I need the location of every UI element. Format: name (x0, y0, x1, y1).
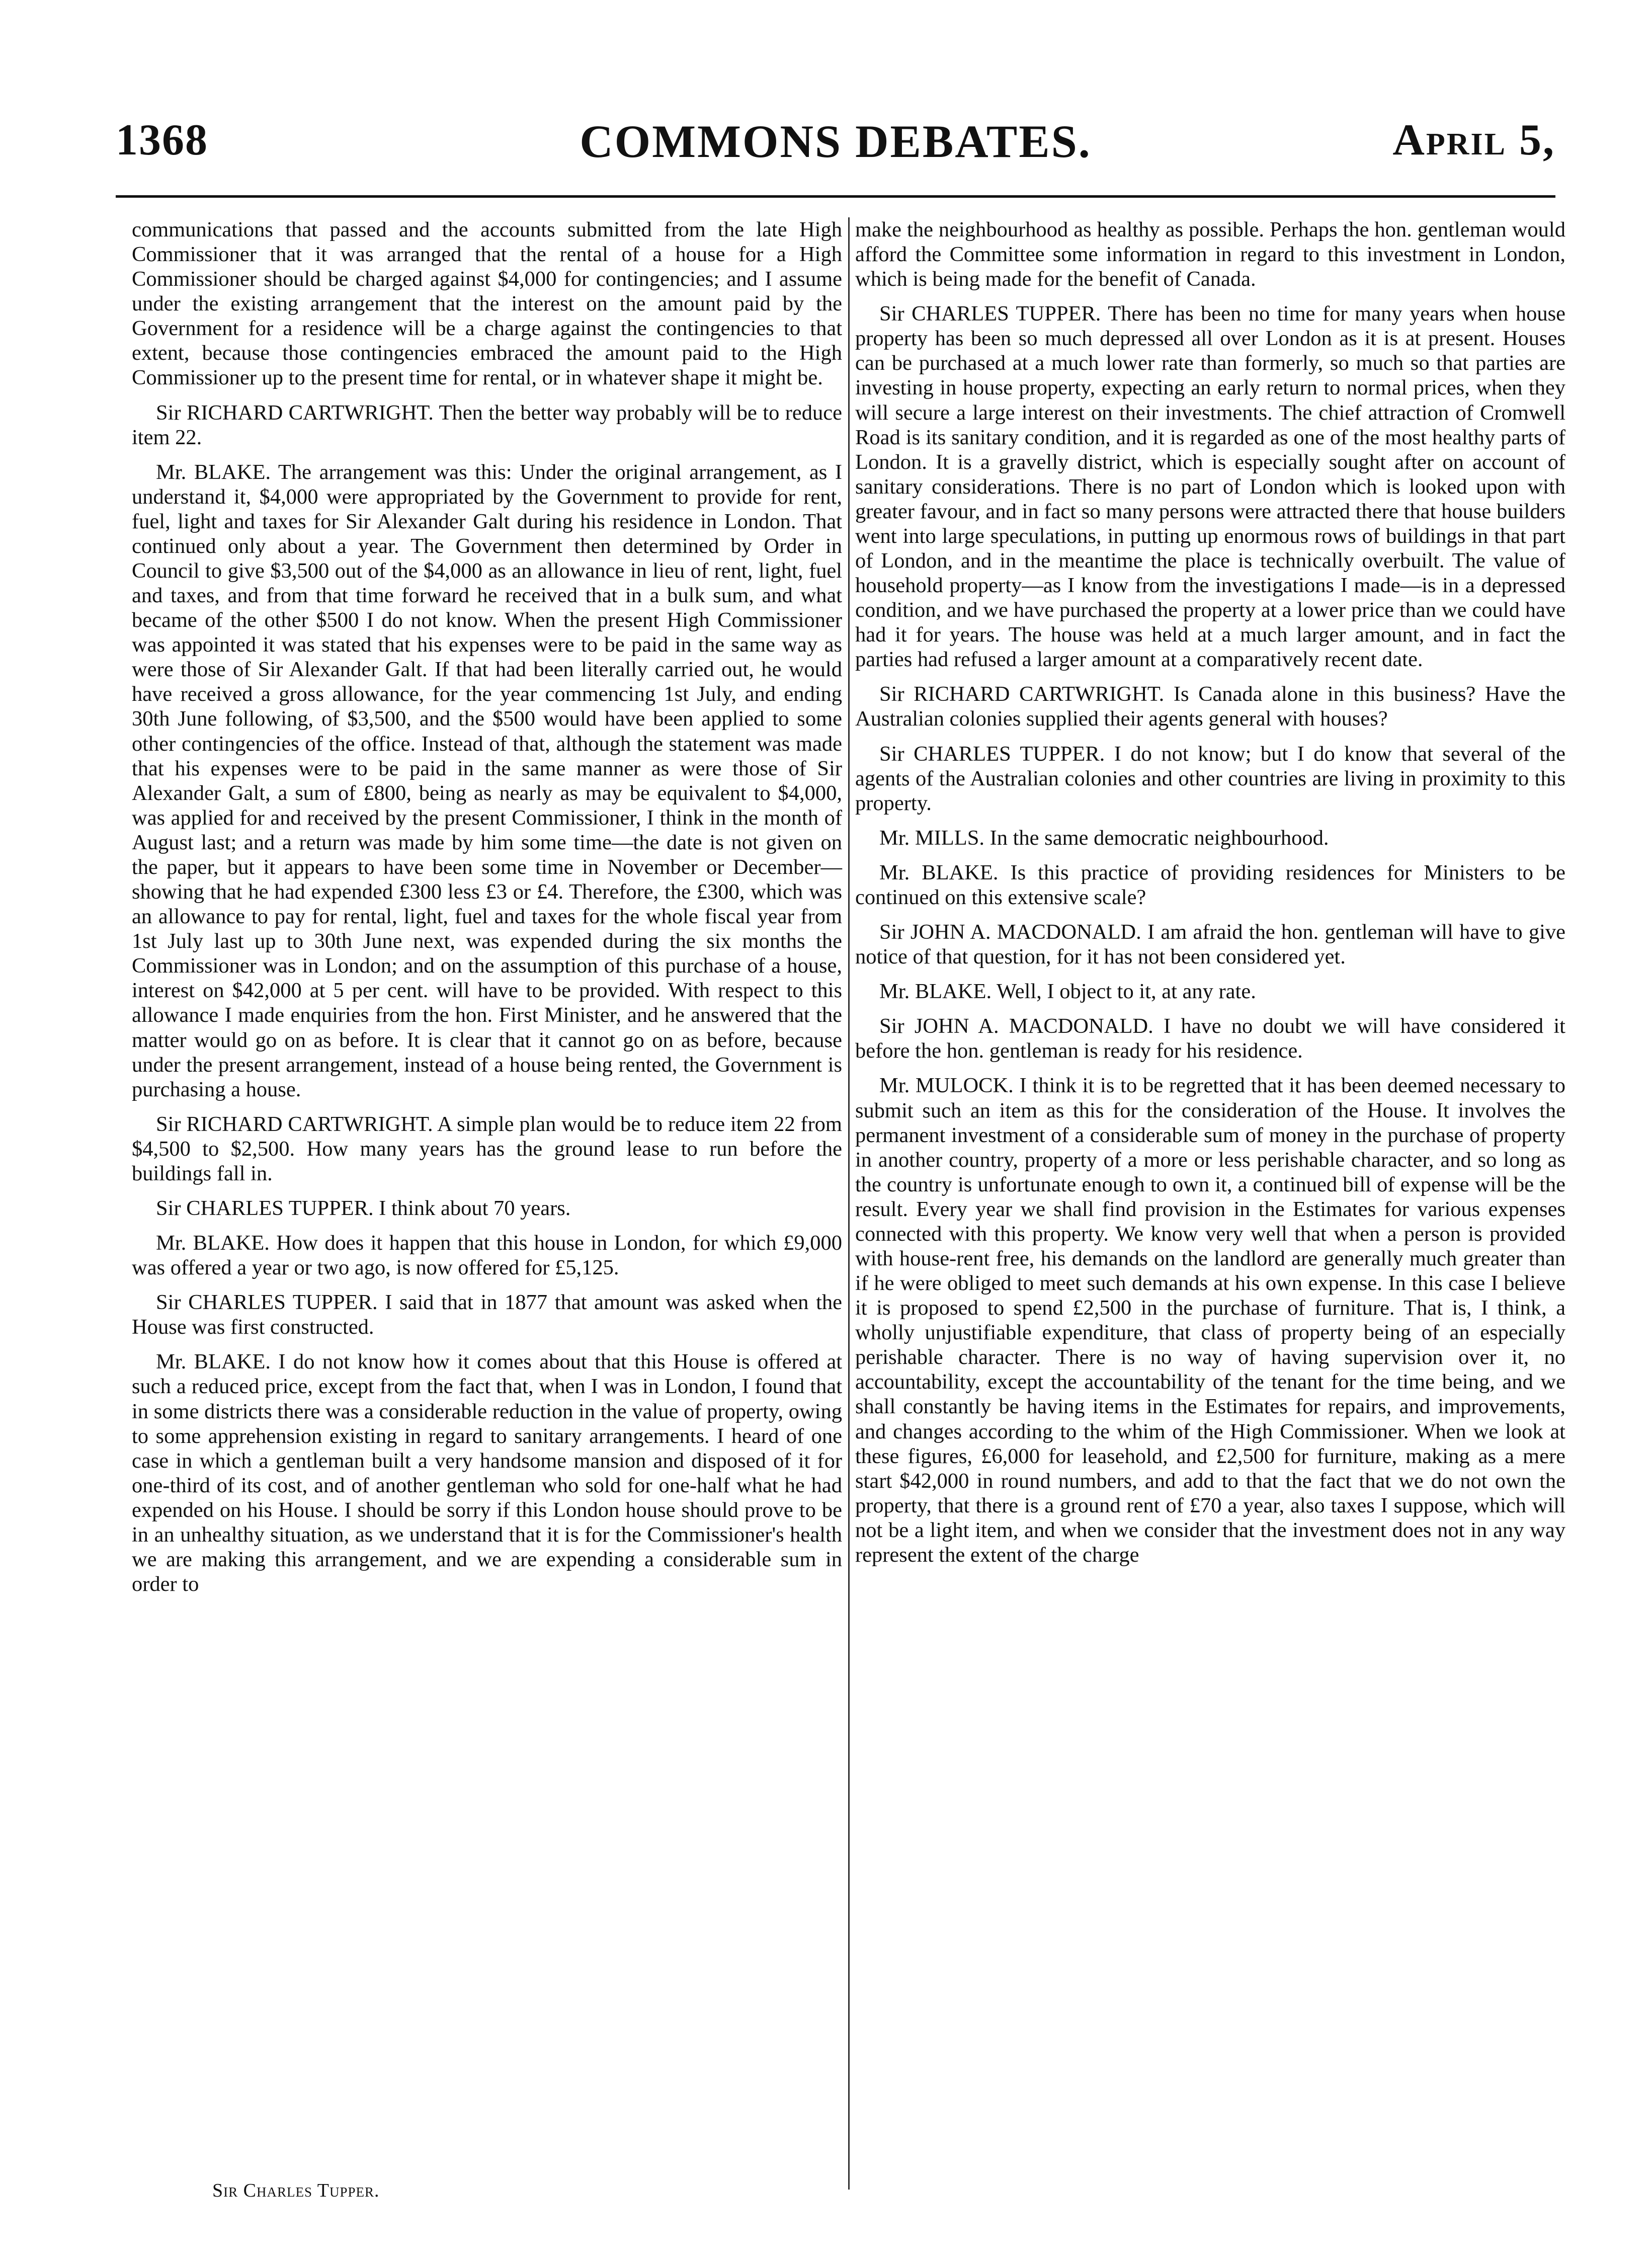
left-paragraph-6: Mr. BLAKE. How does it happen that this house in London, for which £9,000 was offered a year or two ago, is now offered for £5,125. (132, 1231, 842, 1280)
header-rule (116, 195, 1555, 198)
left-paragraph-3: Mr. BLAKE. The arrangement was this: Under the original arrangement, as I understand it, $4,000 were appropriated by the Government to provide for rent, fuel, light and taxes for Sir Alexander Galt during his residence in London. That continued only about a year. The Government then determined by Order in Council to give $3,500 out of the $4,000 as an allowance in lieu of rent, light, fuel and taxes, and from that time forward he received that in a bulk sum, and what became of the other $500 I do not know. When the present High Commissioner was appointed it was stated that his expenses were to be paid in the same way as were those of Sir Alexander Galt. If that had been literally carried out, he would have received a gross allowance, for the year commencing 1st July, and ending 30th June following, of $3,500, and the $500 would have been applied to some other contingencies of the office. Instead of that, although the statement was made that his expenses were to be paid in the same manner as were those of Sir Alexander Galt, a sum of £800, being as nearly as may be equivalent to $4,000, was applied for and received by the present Commissioner, I think in the month of August last; and a return was made by him some time—the date is not given on the paper, but it appears to have been some time in November or December—showing that he had expended £300 less £3 or £4. Therefore, the £300, which was an allowance to pay for rental, light, fuel and taxes for the whole fiscal year from 1st July last up to 30th June next, was expended during the six months the Commissioner was in London; and on the assumption of this purchase of a house, interest on $42,000 at 5 per cent. will have to be provided. With respect to this allowance I made enquiries from the hon. First Minister, and he answered that the matter would go on as before. It is clear that it cannot go on as before, because under the present arrangement, instead of a house being rented, the Government is purchasing a house. (132, 460, 842, 1101)
left-paragraph-1: communications that passed and the accounts submitted from the late High Commissioner that it was arranged that the rental of a house for a High Commissioner should be charged against $4,000 for contingencies; and I assume under the existing arrangement that the interest on the amount paid by the Government for a residence will be a charge against the contingencies to that extent, because those contingencies embraced the amount paid to the High Commissioner up to the present time for rental, or in whatever shape it might be. (132, 218, 842, 390)
right-column (855, 217, 1565, 1577)
right-paragraph-7: Sir JOHN A. MACDONALD. I am afraid the hon. gentleman will have to give notice of that question, for it has not been considered yet. (855, 920, 1565, 969)
header-date: April 5, (1392, 116, 1555, 165)
page-number: 1368 (116, 116, 208, 165)
right-paragraph-6: Mr. BLAKE. Is this practice of providing residences for Ministers to be continued on this extensive scale? (855, 860, 1565, 909)
left-paragraph-2: Sir RICHARD CARTWRIGHT. Then the better way probably will be to reduce item 22. (132, 400, 842, 449)
left-paragraph-5: Sir CHARLES TUPPER. I think about 70 years. (156, 1196, 571, 1220)
left-paragraph-8: Mr. BLAKE. I do not know how it comes about that this House is offered at such a reduced price, except from the fact that, when I was in London, I found that in some districts there was a considerable reduction in the value of property, owing to some apprehension existing in regard to sanitary arrangements. I heard of one case in which a gentleman built a very handsome mansion and disposed of it for one-third of its cost, and of another gentleman who sold for one-half what he had expended on his House. I should be sorry if this London house should prove to be in an unhealthy situation, as we understand that it is for the Commissioner's health we are making this arrangement, and we are expending a considerable sum in order to (132, 1350, 842, 1596)
left-column (132, 217, 842, 1606)
page-header (116, 115, 1555, 180)
right-paragraph-1: make the neighbourhood as healthy as possible. Perhaps the hon. gentleman would afford the Committee some information in regard to this investment in London, which is being made for the benefit of Canada. (855, 218, 1565, 291)
publication-title: COMMONS DEBATES. (580, 116, 1092, 167)
right-paragraph-2: Sir CHARLES TUPPER. There has been no time for many years when house property has been so much depressed all over London as it is at present. Houses can be purchased at a much lower rate than formerly, so much so that parties are investing in house property, expecting an early return to normal prices, when they will secure a large interest on their investments. The chief attraction of Cromwell Road is its sanitary condition, and it is regarded as one of the most healthy parts of London. It is a gravelly district, which is especially sought after on account of sanitary considerations. There is no part of London which is looked upon with greater favour, and in fact so many persons were attracted there that house builders went into large speculations, in putting up enormous rows of buildings in that part of London, and in the meantime the place is technically overbuilt. The value of household property—as I know from the investigations I made—is in a depressed condition, and we have purchased the property at a lower price than we could have had it for years. The house was held at a much larger amount, and in fact the parties had refused a larger amount at a comparatively recent date. (855, 302, 1565, 672)
right-paragraph-10: Mr. MULOCK. I think it is to be regretted that it has been deemed necessary to submit such an item as this for the consideration of the House. It involves the permanent investment of a considerable sum of money in the purchase of property in another country, property of a more or less perishable character, and so long as the country is unfortunate enough to own it, a continued bill of expense will be the result. Every year we shall find provision in the Estimates for various expenses connected with this property. We know very well that when a person is provided with house-rent free, his demands on the landlord are generally much greater than if he were obliged to meet such demands at his own expense. In this case I believe it is proposed to spend £2,500 in the purchase of furniture. That is, I think, a wholly unjustifiable expenditure, that class of property being of an especially perishable character. There is no way of having supervision over it, no accountability, except the accountability of the tenant for the time being, and we shall constantly be having items in the Estimates for repairs, and improvements, and changes according to the whim of the High Commissioner. When we look at these figures, £6,000 for leasehold, and £2,500 for furniture, making as a mere start $42,000 in round numbers, and add to that the fact that we do not own the property, that there is a ground rent of £70 a year, also taxes I suppose, which will not be a light item, and when we consider that the investment does not in any way represent the extent of the charge (855, 1074, 1565, 1567)
column-divider (848, 217, 850, 2190)
right-paragraph-8: Mr. BLAKE. Well, I object to it, at any rate. (879, 980, 1256, 1004)
right-paragraph-4: Sir CHARLES TUPPER. I do not know; but I do know that several of the agents of the Australian colonies and other countries are living in proximity to this property. (855, 742, 1565, 815)
right-paragraph-3: Sir RICHARD CARTWRIGHT. Is Canada alone in this business? Have the Australian colonies supplied their agents general with houses? (855, 682, 1565, 731)
left-paragraph-7: Sir CHARLES TUPPER. I said that in 1877 that amount was asked when the House was first constructed. (132, 1290, 842, 1339)
right-paragraph-5: Mr. MILLS. In the same democratic neighbourhood. (879, 826, 1329, 850)
left-paragraph-4: Sir RICHARD CARTWRIGHT. A simple plan would be to reduce item 22 from $4,500 to $2,500. How many years has the ground lease to run before the buildings fall in. (132, 1112, 842, 1185)
right-paragraph-9: Sir JOHN A. MACDONALD. I have no doubt we will have considered it before the hon. gentleman is ready for his residence. (855, 1014, 1565, 1063)
catchword: Sir Charles Tupper. (212, 2180, 380, 2201)
